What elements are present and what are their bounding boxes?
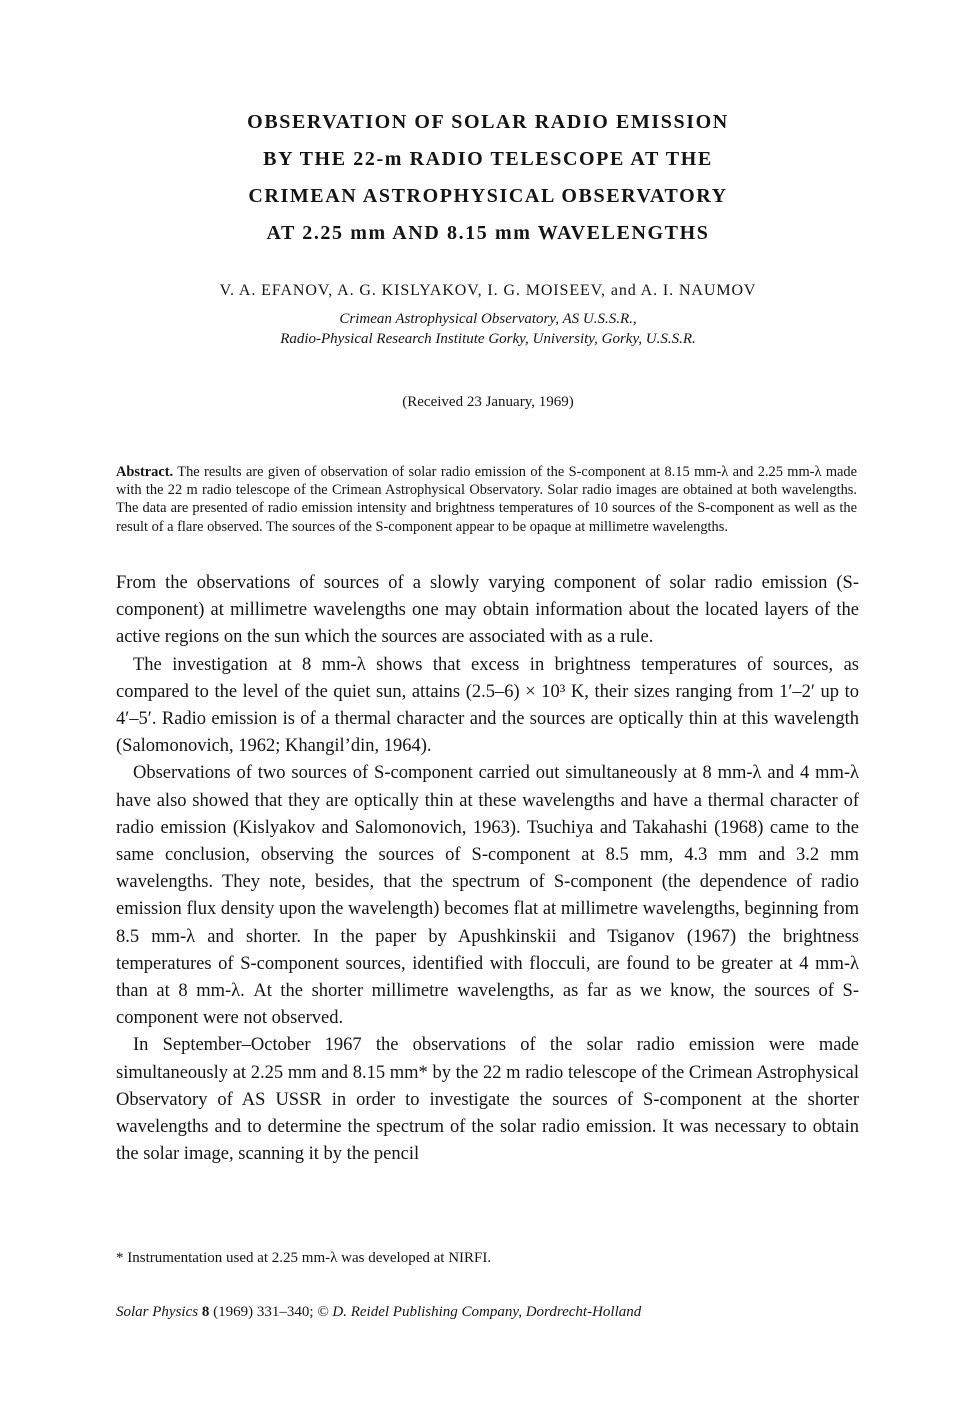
author-list: V. A. EFANOV, A. G. KISLYAKOV, I. G. MOISEEV, and A. I. NAUMOV (219, 282, 757, 299)
title-line: AT 2.25 mm AND 8.15 mm WAVELENGTHS (266, 222, 710, 244)
journal-name: Solar Physics (116, 1304, 199, 1320)
affiliation-line: Crimean Astrophysical Observatory, AS U.S.S.R., (339, 311, 637, 327)
body-paragraph: Observations of two sources of S-component carried out simultaneously at 8 mm-λ and 4 mm-λ have also showed that they are optically thin at these wavelengths and have a thermal character of radio emission (Kislyakov and Salomonovich, 1963). Tsuchiya and Takahashi (1968) came to the same conclusion, observing the sources of S-component at 8.5 mm, 4.3 mm and 3.2 mm wavelengths. They note, besides, that the spectrum of S-component (the dependence of radio emission flux density upon the wavelength) becomes flat at millimetre wavelengths, beginning from 8.5 mm-λ and shorter. In the paper by Apushkinskii and Tsiganov (1967) the brightness temperatures of S-component sources, identified with flocculi, are found to be greater at 4 mm-λ than at 8 mm-λ. At the shorter millimetre wavelengths, as far as we know, the sources of S-component were not observed. (116, 763, 859, 1029)
footnote: * Instrumentation used at 2.25 mm-λ was developed at NIRFI. (116, 1250, 492, 1266)
title-line: BY THE 22-m RADIO TELESCOPE AT THE (263, 148, 713, 170)
abstract (116, 463, 857, 536)
journal-copyright: © D. Reidel Publishing Company, Dordrecht-Holland (317, 1304, 642, 1320)
title-line: OBSERVATION OF SOLAR RADIO EMISSION (247, 111, 729, 133)
journal-citation (116, 1304, 859, 1321)
abstract-label: Abstract. (116, 464, 174, 480)
journal-volume: 8 (201, 1304, 210, 1320)
affiliations (100, 309, 876, 349)
received-date: (Received 23 January, 1969) (402, 394, 574, 410)
abstract-text: The results are given of observation of solar radio emission of the S-component at 8.15 mm-λ and 2.25 mm-λ made with the 22 m radio telescope of the Crimean Astrophysical Observatory. Solar radio images are obtained at both wavelengths. The data are presented of radio emission intensity and brightness temperatures of 10 sources of the S-component as well as the result of a flare observed. The sources of the S-component appear to be opaque at millimetre wavelengths. (116, 464, 857, 535)
body-paragraph: In September–October 1967 the observations of the solar radio emission were made simultaneously at 2.25 mm and 8.15 mm* by the 22 m radio telescope of the Crimean Astrophysical Observatory of AS USSR in order to investigate the sources of S-component at the shorter wavelengths and to determine the spectrum of the solar radio emission. It was necessary to obtain the solar image, scanning it by the pencil (116, 1035, 859, 1165)
title-line: CRIMEAN ASTROPHYSICAL OBSERVATORY (248, 185, 728, 207)
body-paragraph: The investigation at 8 mm-λ shows that excess in brightness temperatures of sources, as compared to the level of the quiet sun, attains (2.5–6) × 10³ K, their sizes ranging from 1′–2′ up to 4′–5′. Radio emission is of a thermal character and the sources are optically thin at this wavelength (Salomonovich, 1962; Khangil’din, 1964). (116, 654, 859, 757)
affiliation-line: Radio-Physical Research Institute Gorky, University, Gorky, U.S.S.R. (280, 331, 696, 347)
body-text (116, 570, 859, 1168)
journal-details: (1969) 331–340; (213, 1304, 314, 1320)
paper-title (100, 104, 876, 252)
body-paragraph: From the observations of sources of a slowly varying component of solar radio emission (S-component) at millimetre wavelengths one may obtain information about the located layers of the active regions on the sun which the sources are associated with as a rule. (116, 573, 859, 648)
